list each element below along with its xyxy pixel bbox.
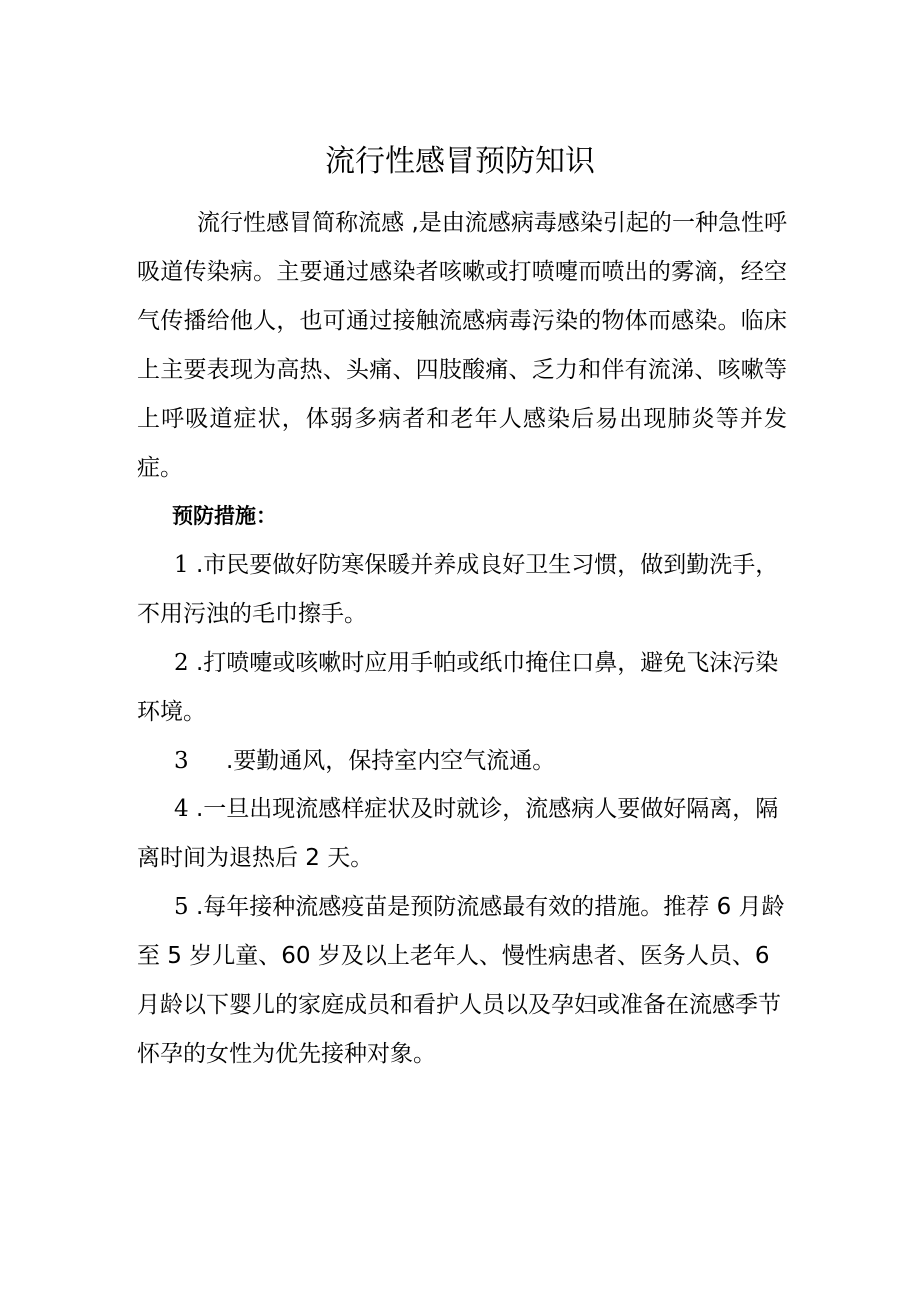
measure-number: 3 <box>174 748 189 774</box>
measure-number: 2 <box>174 650 189 676</box>
measure-number: 1 <box>174 552 189 578</box>
measure-item-2 <box>137 639 797 737</box>
measure-text: .每年接种流感疫苗是预防流感最有效的措施。推荐 6 月龄至 5 岁儿童、60 岁及以上老年人、慢性病患者、医务人员、6 月龄以下婴儿的家庭成员和看护人员以及孕妇或准备在流感季节怀孕的女性为优先接种对象。 <box>137 894 785 1067</box>
measure-number: 4 <box>174 796 189 822</box>
measures-heading: 预防措施： <box>172 504 277 528</box>
measure-item-1 <box>137 541 797 639</box>
measure-item-3 <box>137 737 797 786</box>
measure-text: .打喷嚏或咳嗽时应用手帕或纸巾掩住口鼻，避免飞沫污染环境。 <box>137 650 779 725</box>
measure-item-5 <box>137 883 797 1079</box>
measure-number: 5 <box>174 894 189 920</box>
measure-text: .一旦出现流感样症状及时就诊，流感病人要做好隔离，隔离时间为退热后 2 天。 <box>137 796 779 871</box>
measure-item-4 <box>137 785 797 883</box>
document-title: 流行性感冒预防知识 <box>325 144 595 179</box>
measure-text: .要勤通风，保持室内空气流通。 <box>226 748 556 774</box>
measure-text: .市民要做好防寒保暖并养成良好卫生习惯，做到勤洗手，不用污浊的毛巾擦手。 <box>137 552 779 627</box>
intro-paragraph: 流行性感冒简称流感 ,是由流感病毒感染引起的一种急性呼吸道传染病。主要通过感染者咳嗽或打喷嚏而喷出的雾滴，经空气传播给他人，也可通过接触流感病毒污染的物体而感染。临床上主要表现为高热、头痛、四肢酸痛、乏力和伴有流涕、咳嗽等上呼吸道症状，体弱多病者和老年人感染后易出现肺炎等并发症。 <box>137 210 787 481</box>
